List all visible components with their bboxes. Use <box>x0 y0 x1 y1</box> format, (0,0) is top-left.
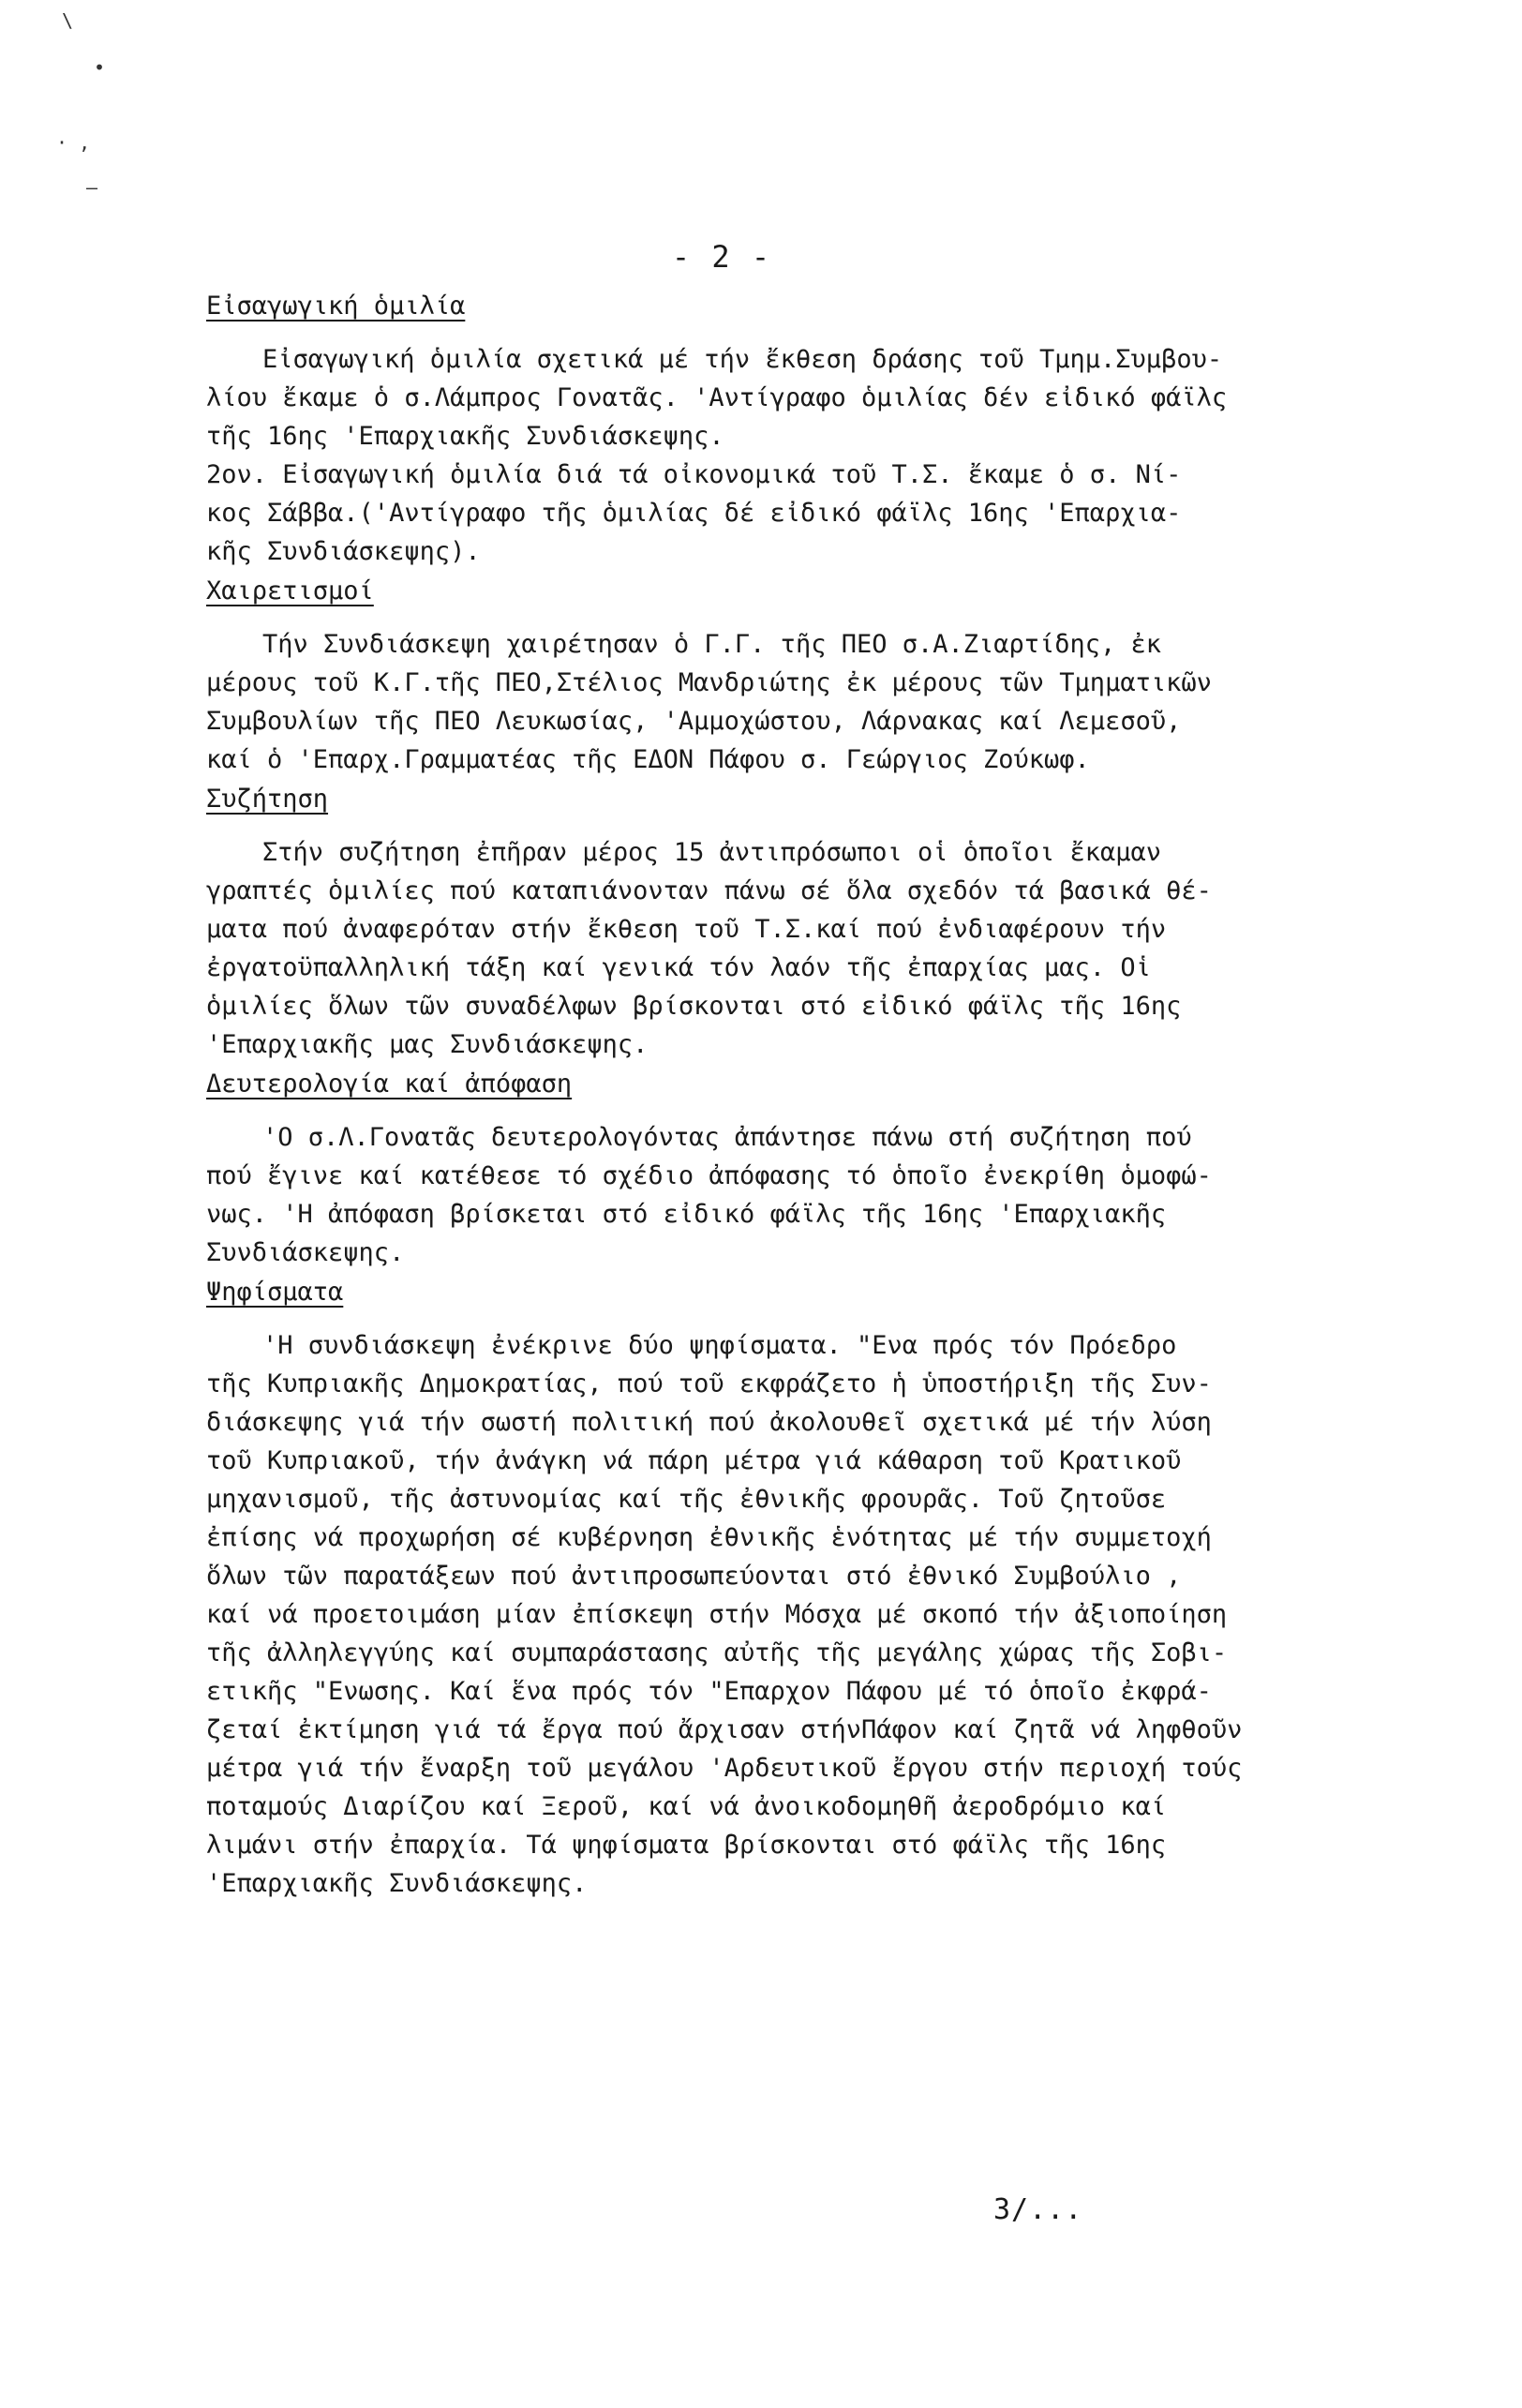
section-paragraph <box>206 625 1443 779</box>
text-line: 'Ο σ.Λ.Γονατᾶς δευτερολογόντας ἀπάντησε πάνω στή συζήτηση πού <box>262 1123 1192 1152</box>
text-line: Συνδιάσκεψης. <box>206 1238 405 1267</box>
text-line: Συμβουλίων τῆς ΠΕΟ Λευκωσίας, 'Αμμοχώστου, Λάρνακας καί Λεμεσοῦ, <box>206 707 1182 736</box>
section-heading: Ψηφίσματα <box>206 1278 344 1307</box>
text-line: 'Επαρχιακῆς μας Συνδιάσκεψης. <box>206 1030 649 1059</box>
text-line: ἐπίσης νά προχωρήση σέ κυβέρνηση ἐθνικῆς ἑνότητας μέ τήν συμμετοχή <box>206 1523 1212 1552</box>
section-intro-speech <box>206 286 1443 571</box>
text-line: 'Η συνδιάσκεψη ἐνέκρινε δύο ψηφίσματα. "Ενα πρός τόν Πρόεδρο <box>262 1331 1177 1360</box>
scan-mark: • <box>94 56 106 79</box>
text-line: διάσκεψης γιά τήν σωστή πολιτική πού ἀκολουθεῖ σχετικά μέ τήν λύση <box>206 1408 1212 1437</box>
document-body <box>206 286 1443 1903</box>
text-line: Εἰσαγωγική ὁμιλία σχετικά μέ τήν ἔκθεση δράσης τοῦ Τμημ.Συμβου- <box>262 345 1223 374</box>
section-heading: Εἰσαγωγική ὁμιλία <box>206 292 466 321</box>
text-line: μέτρα γιά τήν ἔναρξη τοῦ μεγάλου 'Αρδευτικοῦ ἔργου στήν περιοχή τούς <box>206 1754 1243 1783</box>
text-line: τῆς 16ης 'Επαρχιακῆς Συνδιάσκεψης. <box>206 422 724 451</box>
continuation-marker: 3/... <box>993 2193 1083 2226</box>
text-line: νως. 'Η ἀπόφαση βρίσκεται στό εἰδικό φάϊλς τῆς 16ης 'Επαρχιακῆς <box>206 1200 1167 1229</box>
scan-mark: \ <box>62 9 74 32</box>
section-paragraph <box>206 833 1443 1064</box>
text-line: ὅλων τῶν παρατάξεων πού ἀντιπροσωπεύονται στό ἐθνικό Συμβούλιο , <box>206 1562 1182 1591</box>
section-heading: Δευτερολογία καί ἀπόφαση <box>206 1069 573 1099</box>
text-line: ποταμούς Διαρίζου καί Ξεροῦ, καί νά ἀνοικοδομηθῆ ἀεροδρόμιο καί <box>206 1792 1167 1821</box>
section-decision <box>206 1064 1443 1272</box>
text-line: ζεταί ἐκτίμηση γιά τά ἔργα πού ἄρχισαν στήνΠάφον καί ζητᾶ νά ληφθοῦν <box>206 1715 1243 1744</box>
text-line: 2ον. Εἰσαγωγική ὁμιλία διά τά οἰκονομικά τοῦ Τ.Σ. ἔκαμε ὁ σ. Νί- <box>206 460 1182 489</box>
text-line: ετικῆς "Ενωσης. Καί ἕνα πρός τόν "Επαρχον Πάφου μέ τό ὁποῖο ἐκφρά- <box>206 1677 1212 1706</box>
section-paragraph <box>206 1326 1443 1903</box>
text-line: λιμάνι στήν ἐπαρχία. Τά ψηφίσματα βρίσκονται στό φάϊλς τῆς 16ης <box>206 1831 1167 1860</box>
section-discussion <box>206 779 1443 1064</box>
text-line: Στήν συζήτηση ἐπῆραν μέρος 15 ἀντιπρόσωποι οἱ ὁποῖοι ἔκαμαν <box>262 838 1162 867</box>
text-line: 'Επαρχιακῆς Συνδιάσκεψης. <box>206 1869 588 1898</box>
section-heading: Συζήτηση <box>206 785 329 814</box>
section-resolutions <box>206 1272 1443 1903</box>
text-line: μέρους τοῦ Κ.Γ.τῆς ΠΕΟ,Στέλιος Μανδριώτης ἐκ μέρους τῶν Τμηματικῶν <box>206 668 1212 697</box>
text-line: κῆς Συνδιάσκεψης). <box>206 537 481 566</box>
text-line: κος Σάββα.('Αντίγραφο τῆς ὁμιλίας δέ εἰδικό φάϊλς 16ης 'Επαρχια- <box>206 499 1182 528</box>
text-line: ματα πού ἀναφερόταν στήν ἔκθεση τοῦ Τ.Σ.καί πού ἐνδιαφέρουν τήν <box>206 915 1167 944</box>
text-line: Τήν Συνδιάσκεψη χαιρέτησαν ὁ Γ.Γ. τῆς ΠΕΟ σ.Α.Ζιαρτίδης, ἐκ <box>262 630 1162 659</box>
text-line: ἐργατοϋπαλληλική τάξη καί γενικά τόν λαόν τῆς ἐπαρχίας μας. Οἱ <box>206 953 1151 982</box>
scan-mark: — <box>86 176 98 199</box>
scan-mark: · , <box>56 131 91 154</box>
text-line: καί ὁ 'Επαρχ.Γραμματέας τῆς ΕΔΟΝ Πάφου σ. Γεώργιος Ζούκωφ. <box>206 745 1090 774</box>
text-line: καί νά προετοιμάση μίαν ἐπίσκεψη στήν Μόσχα μέ σκοπό τήν ἀξιοποίηση <box>206 1600 1228 1629</box>
text-line: τοῦ Κυπριακοῦ, τήν ἀνάγκη νά πάρη μέτρα γιά κάθαρση τοῦ Κρατικοῦ <box>206 1446 1182 1475</box>
text-line: τῆς Κυπριακῆς Δημοκρατίας, πού τοῦ εκφράζετο ἡ ὑποστήριξη τῆς Συν- <box>206 1369 1212 1398</box>
section-paragraph <box>206 340 1443 571</box>
section-greetings <box>206 571 1443 779</box>
text-line: λίου ἔκαμε ὁ σ.Λάμπρος Γονατᾶς. 'Αντίγραφο ὁμιλίας δέν εἰδικό φάϊλς <box>206 383 1228 412</box>
page-number: - 2 - <box>671 239 772 275</box>
text-line: ὁμιλίες ὅλων τῶν συναδέλφων βρίσκονται στό εἰδικό φάϊλς τῆς 16ης <box>206 992 1182 1021</box>
text-line: γραπτές ὁμιλίες πού καταπιάνονταν πάνω σέ ὅλα σχεδόν τά βασικά θέ- <box>206 876 1212 905</box>
section-heading: Χαιρετισμοί <box>206 576 374 606</box>
text-line: μηχανισμοῦ, τῆς ἀστυνομίας καί τῆς ἐθνικῆς φρουρᾶς. Τοῦ ζητοῦσε <box>206 1485 1167 1514</box>
text-line: τῆς ἀλληλεγγύης καί συμπαράστασης αὐτῆς τῆς μεγάλης χώρας τῆς Σοβι- <box>206 1638 1228 1668</box>
text-line: πού ἔγινε καί κατέθεσε τό σχέδιο ἀπόφασης τό ὁποῖο ἐνεκρίθη ὁμοφώ- <box>206 1161 1212 1190</box>
section-paragraph <box>206 1118 1443 1272</box>
